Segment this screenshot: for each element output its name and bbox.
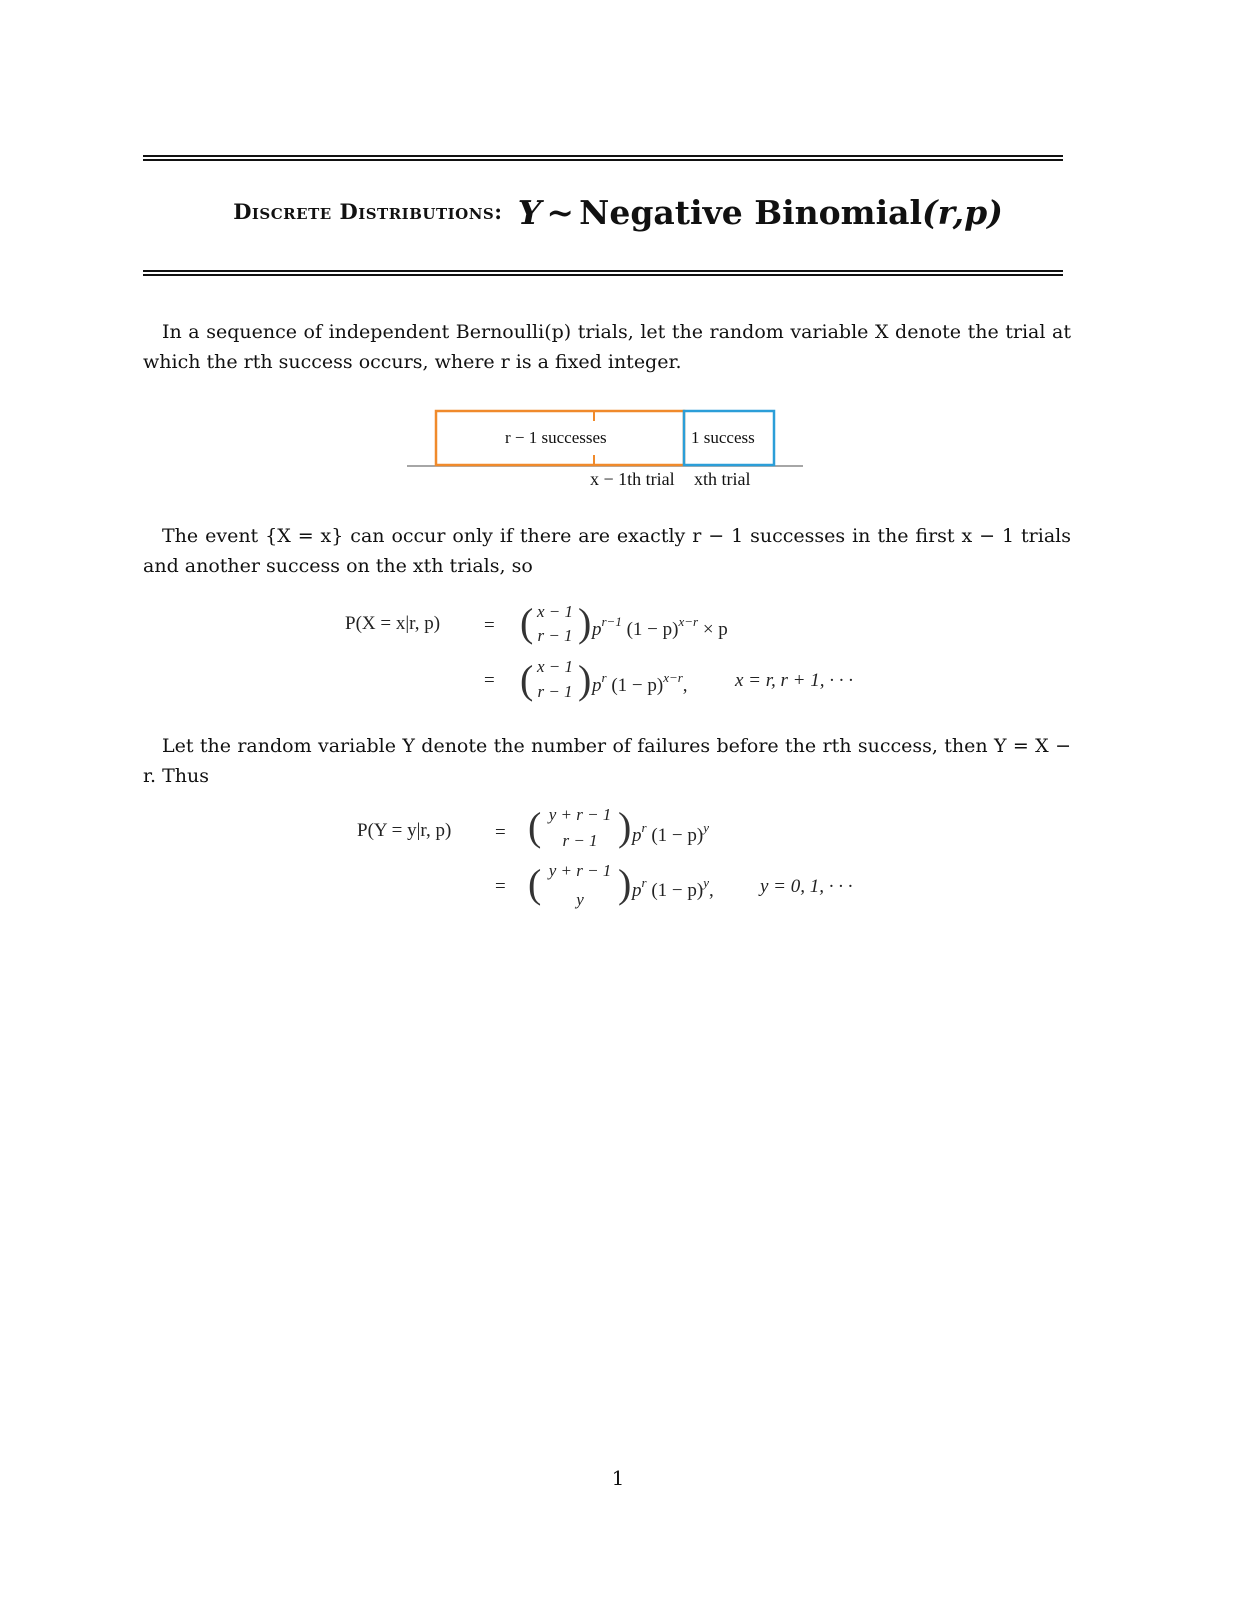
trial-label-x: xth trial <box>694 469 751 489</box>
top-rule-1 <box>143 155 1063 157</box>
event-text: The event {X = x} can occur only if there are exactly r − 1 successes in the first x − 1 trials and another success on the xth trials, so <box>143 525 1071 577</box>
eq2-line2-comma: , <box>708 880 714 901</box>
eq1-line2-p: p <box>592 675 602 696</box>
intro-paragraph <box>143 317 1071 377</box>
page-title <box>0 193 1236 232</box>
eq1-line1-q: (1 − p) <box>626 619 679 640</box>
title-tilde: ~ <box>546 193 575 232</box>
eq2-equals-2: = <box>495 876 506 897</box>
eq1-range: x = r, r + 1, · · · <box>735 670 854 691</box>
eq1-line2-comma: , <box>682 675 688 696</box>
eq1-binom-top-1: x − 1 <box>536 602 574 621</box>
eq2-line2-q: (1 − p) <box>651 880 704 901</box>
eq1-binom-top-2: x − 1 <box>536 657 574 676</box>
left-box-label: r − 1 successes <box>505 428 607 447</box>
eq1-paren-open-2: ( <box>520 657 534 702</box>
eq2-paren-open-2: ( <box>528 861 542 906</box>
top-rule-2 <box>143 159 1063 161</box>
eq2-line1-q-exp: y <box>703 820 709 835</box>
title-params: (r,p) <box>922 193 1003 232</box>
eq1-line1-tail: × p <box>702 619 728 640</box>
y-text: Let the random variable Y denote the number of failures before the rth success, then Y = X − r. Thus <box>143 735 1071 787</box>
eq1-binom-bottom-1: r − 1 <box>537 626 573 645</box>
eq1-equals-2: = <box>484 670 495 691</box>
eq1-equals-1: = <box>484 615 495 636</box>
title-prefix: Discrete Distributions: <box>233 199 503 224</box>
eq2-paren-close-2: ) <box>618 861 632 906</box>
y-paragraph <box>143 731 1071 791</box>
eq2-line2-terms <box>632 875 714 902</box>
eq2-line2-p-exp: r <box>641 875 647 890</box>
bottom-rule-2 <box>143 274 1063 276</box>
eq1-line1-p: p <box>592 619 602 640</box>
eq1-line1-terms <box>592 614 728 641</box>
right-box-label: 1 success <box>691 428 755 447</box>
title-variable: Y <box>517 193 542 232</box>
event-paragraph <box>143 521 1071 581</box>
eq2-binom2-bottom: y <box>576 890 584 909</box>
eq2-equals-1: = <box>495 822 506 843</box>
trial-label-x-minus-1: x − 1th trial <box>590 469 675 489</box>
eq1-line2-p-exp: r <box>601 670 607 685</box>
eq1-line2-q: (1 − p) <box>611 675 664 696</box>
eq2-range: y = 0, 1, · · · <box>760 876 853 897</box>
intro-text: In a sequence of independent Bernoulli(p) trials, let the random variable X denote the trial at which the rth success occurs, where r is a fixed integer. <box>143 321 1071 373</box>
eq1-line2-q-exp: x−r <box>663 670 683 685</box>
eq1-binom-bottom-2: r − 1 <box>537 682 573 701</box>
eq1-line1-p-exp: r−1 <box>601 614 622 629</box>
eq2-line2-p: p <box>632 880 642 901</box>
eq2-binom1-top: y + r − 1 <box>548 805 612 824</box>
eq2-line1-terms <box>632 820 709 847</box>
eq1-paren-close-2: ) <box>578 657 592 702</box>
eq2-line1-p-exp: r <box>641 820 647 835</box>
eq2-binom1-bottom: r − 1 <box>562 831 598 850</box>
eq2-line1-q: (1 − p) <box>651 825 704 846</box>
eq1-paren-open-1: ( <box>520 600 534 645</box>
eq2-line1-p: p <box>632 825 642 846</box>
eq1-line2-terms <box>592 670 688 697</box>
eq2-line2-q-exp: y <box>703 875 709 890</box>
bottom-rule-1 <box>143 270 1063 272</box>
eq1-line1-q-exp: x−r <box>678 614 699 629</box>
eq2-lhs: P(Y = y|r, p) <box>357 820 452 841</box>
eq1-paren-close-1: ) <box>578 600 592 645</box>
title-distribution: Negative Binomial <box>579 193 923 232</box>
page-number: 1 <box>611 1466 625 1490</box>
eq2-binom2-top: y + r − 1 <box>548 861 612 880</box>
eq2-paren-close-1: ) <box>618 804 632 849</box>
eq2-paren-open-1: ( <box>528 804 542 849</box>
eq1-lhs: P(X = x|r, p) <box>345 613 441 634</box>
